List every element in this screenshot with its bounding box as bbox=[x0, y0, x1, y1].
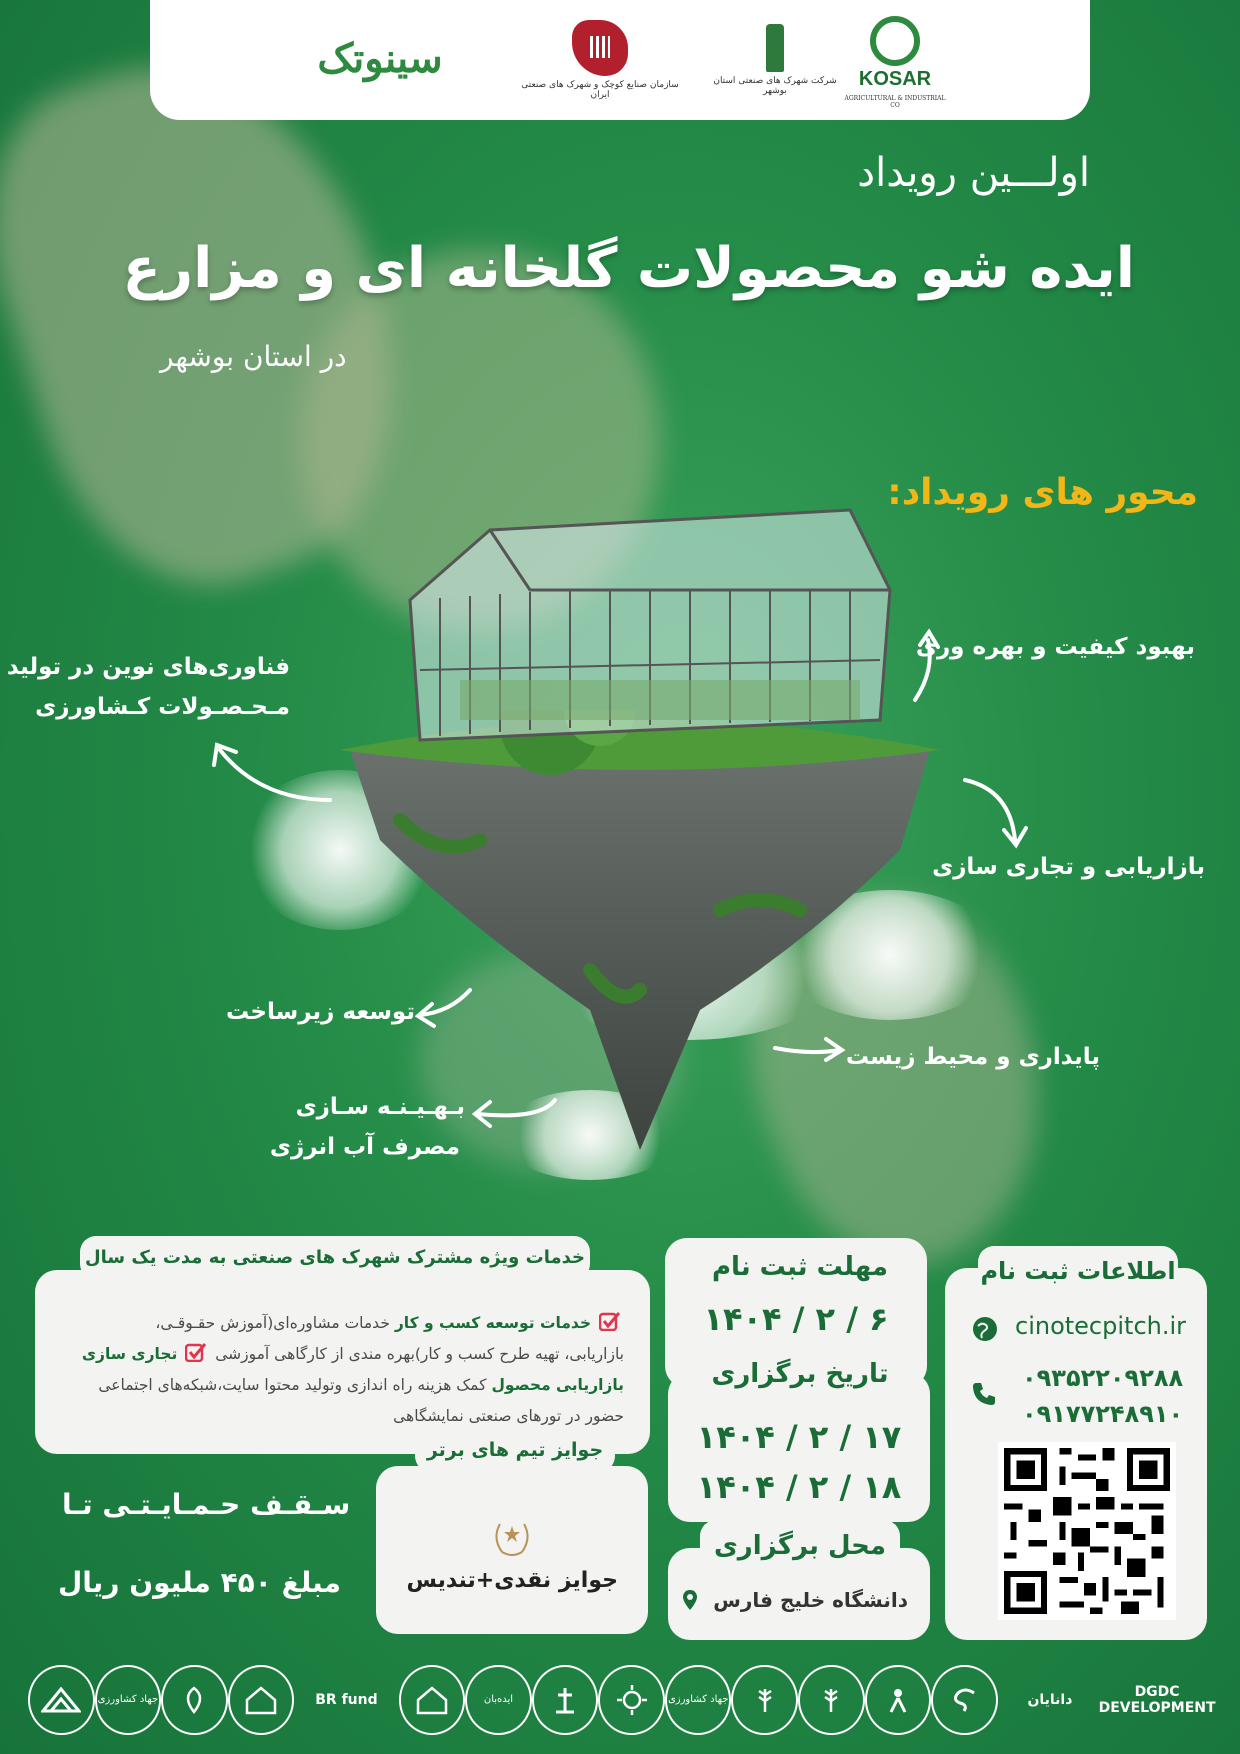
services-line-2 bbox=[55, 1339, 624, 1370]
greenhouse-illustration bbox=[380, 470, 900, 770]
axis-marketing: بازاریابی و تجاری سازی bbox=[932, 854, 1205, 880]
gear-icon bbox=[870, 16, 920, 66]
sponsor-logo bbox=[865, 1665, 932, 1735]
globe-icon bbox=[972, 1316, 998, 1342]
deadline-date: ۱۴۰۴ / ۲ / ۶ bbox=[703, 1300, 889, 1338]
sponsor-logo bbox=[532, 1665, 599, 1735]
sponsor-logo bbox=[931, 1665, 998, 1735]
event-axes-title: محور های رویداد: bbox=[887, 472, 1198, 513]
services-launch-support: کمک هزینه راه اندازی وتولید محتوا سایت،شبکه‌های اجتماعی bbox=[98, 1376, 487, 1394]
registration-website[interactable]: cinotecpitch.ir bbox=[1015, 1312, 1187, 1340]
tower-icon bbox=[550, 1685, 580, 1715]
qr-code[interactable] bbox=[998, 1442, 1176, 1620]
industrial-estates-caption: سازمان صنایع کوچک و شهرک های صنعتی ایران bbox=[521, 80, 679, 100]
prizes-text: جوایز نقدی+تندیس bbox=[406, 1568, 618, 1593]
checkbox-checked-icon bbox=[185, 1342, 207, 1362]
sponsor-br-fund: BR fund bbox=[315, 1691, 378, 1708]
phone-icon bbox=[970, 1380, 998, 1408]
services-body bbox=[55, 1308, 624, 1432]
iran-map-icon bbox=[572, 20, 628, 76]
leaf-icon bbox=[179, 1685, 209, 1715]
held-date-title: تاریخ برگزاری bbox=[690, 1348, 910, 1400]
bushehr-estates-caption: شرکت شهرک های صنعتی استان بوشهر bbox=[713, 76, 837, 96]
kosar-logo-text: KOSAR bbox=[858, 67, 932, 90]
held-date-2: ۱۴۰۴ / ۲ / ۱۸ bbox=[696, 1468, 902, 1506]
logo-bar bbox=[0, 0, 1240, 120]
venue-name: دانشگاه خلیج فارس bbox=[713, 1588, 908, 1612]
prizes-title: جوایز تیم های برتر bbox=[415, 1428, 615, 1472]
services-line-3 bbox=[55, 1370, 624, 1401]
axis-tech-line2: مـحـصـولات کـشاورزی bbox=[35, 694, 290, 720]
sponsor-logo bbox=[798, 1665, 865, 1735]
tower-icon bbox=[766, 24, 784, 72]
sponsor-dgdc: DGDC DEVELOPMENT bbox=[1098, 1683, 1216, 1716]
sponsors-row bbox=[0, 1645, 1240, 1754]
services-card bbox=[35, 1270, 650, 1454]
sponsor-logo bbox=[161, 1665, 228, 1735]
house-logo-icon bbox=[244, 1685, 278, 1715]
venue-title: محل برگزاری bbox=[700, 1520, 900, 1572]
held-date-1: ۱۴۰۴ / ۲ / ۱۷ bbox=[696, 1418, 902, 1456]
services-commercialization: تجاری سازی bbox=[81, 1345, 178, 1363]
kosar-logo bbox=[840, 14, 950, 110]
services-marketing-plan: بازاریابی، تهیه طرح کسب و کار)بهره مندی از کارگاهی آموزشی bbox=[215, 1345, 624, 1363]
axis-optimization-line1: بـهـیـنـه سـازی bbox=[295, 1094, 465, 1120]
swirl-logo-icon bbox=[950, 1685, 980, 1715]
registration-phone-1[interactable]: ۰۹۳۵۲۲۰۹۲۸۸ bbox=[1022, 1364, 1184, 1392]
services-business-dev: خدمات توسعه کسب و کار bbox=[394, 1314, 592, 1332]
checkbox-checked-icon bbox=[599, 1311, 621, 1331]
triangle-logo-icon bbox=[41, 1687, 81, 1713]
headline-title: ایده شو محصولات گلخانه ای و مزارع bbox=[122, 236, 1135, 301]
house-logo-icon bbox=[415, 1685, 449, 1715]
sponsor-logo bbox=[228, 1665, 295, 1735]
headline-location: در استان بوشهر bbox=[160, 340, 347, 373]
location-pin-icon bbox=[682, 1589, 698, 1611]
axis-infrastructure: توسعه زیرساخت bbox=[226, 999, 415, 1025]
laurel-award-icon bbox=[488, 1514, 536, 1562]
deadline-title: مهلت ثبت نام bbox=[700, 1242, 900, 1292]
services-tours: حضور در تورهای صنعتی نمایشگاهی bbox=[393, 1407, 624, 1425]
services-title: خدمات ویژه مشترک شهرک های صنعتی به مدت یک سال bbox=[80, 1236, 590, 1280]
sponsor-jahad-keshavarzi-2: جهاد کشاورزی bbox=[665, 1665, 732, 1735]
wheat-icon bbox=[750, 1685, 780, 1715]
sponsor-logo bbox=[731, 1665, 798, 1735]
axis-sustainability: پایداری و محیط زیست bbox=[845, 1044, 1100, 1070]
sinotech-logo bbox=[300, 28, 460, 88]
sponsor-logo bbox=[598, 1665, 665, 1735]
axis-quality: بهبود کیفیت و بهره وری bbox=[915, 634, 1195, 660]
sinotech-logo-text: سینوتک bbox=[317, 34, 443, 82]
prizes-card bbox=[376, 1466, 648, 1634]
axis-tech-line1: فناوری‌های نوین در تولید bbox=[6, 654, 290, 680]
support-cap-label: سـقـف حـمـایـتـی تـا bbox=[62, 1488, 351, 1521]
person-logo-icon bbox=[883, 1685, 913, 1715]
bushehr-estates-logo bbox=[710, 10, 840, 110]
services-consulting: خدمات مشاوره‌ای(آموزش حقـوقـی، bbox=[155, 1314, 390, 1332]
kosar-logo-caption: AGRICULTURAL & INDUSTRIAL CO bbox=[844, 94, 946, 109]
axis-optimization-line2: مصرف آب انرژی bbox=[269, 1134, 460, 1160]
support-cap-amount: مبلغ ۴۵۰ ملیون ریال bbox=[58, 1566, 341, 1599]
headline-subtitle: اولـــین رویداد bbox=[857, 150, 1090, 196]
registration-phone-2[interactable]: ۰۹۱۷۷۲۴۸۹۱۰ bbox=[1022, 1400, 1184, 1428]
industrial-estates-logo bbox=[515, 10, 685, 110]
sponsor-idehban: ایده‌بان bbox=[465, 1665, 532, 1735]
sponsor-logo bbox=[28, 1665, 95, 1735]
sponsor-danayan: دانایان bbox=[1027, 1691, 1073, 1708]
wheat-icon bbox=[816, 1685, 846, 1715]
services-line-1 bbox=[55, 1308, 624, 1339]
sponsor-logo bbox=[399, 1665, 466, 1735]
registration-title: اطلاعات ثبت نام bbox=[978, 1246, 1178, 1296]
venue-text bbox=[688, 1588, 908, 1612]
services-product-marketing: بازاریابی محصول bbox=[491, 1376, 624, 1394]
sunburst-icon bbox=[615, 1683, 649, 1717]
sponsor-jahad-keshavarzi: جهاد کشاورزی bbox=[95, 1665, 162, 1735]
